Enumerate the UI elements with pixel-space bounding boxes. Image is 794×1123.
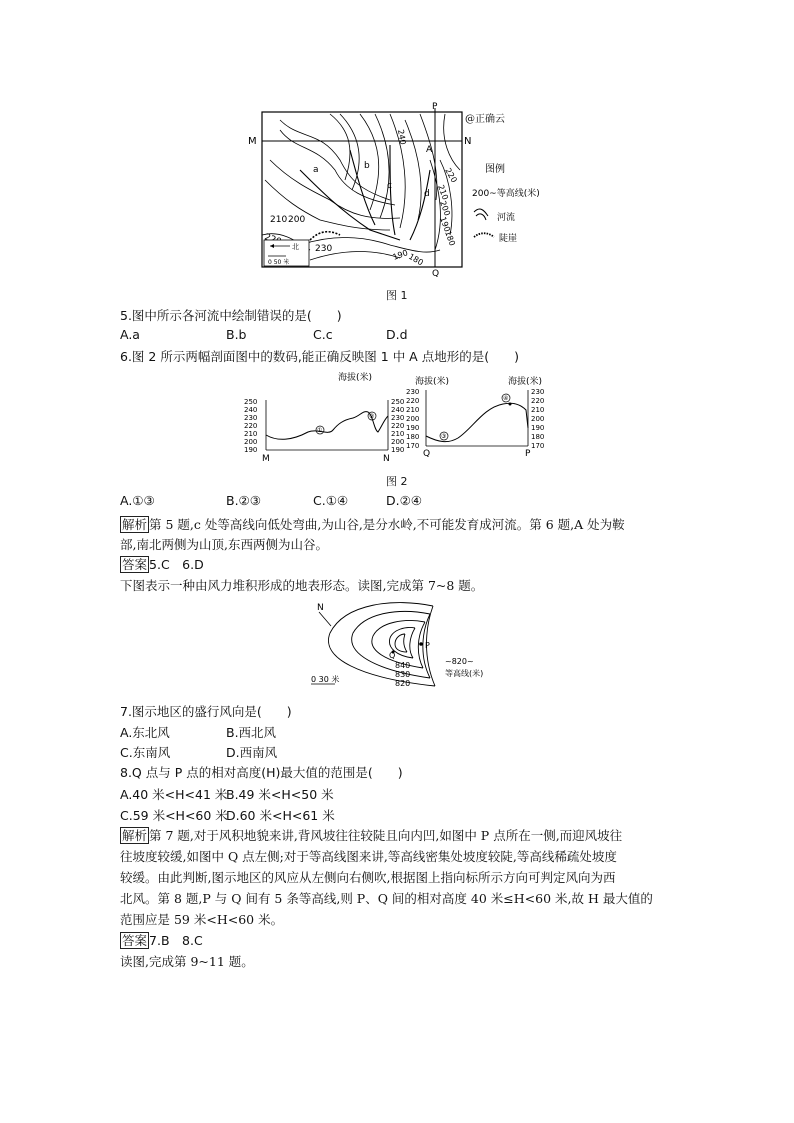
q7-option-d: D.西南风 [226,745,278,760]
label-A: A [426,145,433,155]
legend-river: 河流 [497,213,516,223]
svg-text:230: 230 [531,388,545,396]
svg-text:220: 220 [531,397,545,405]
analysis-2-line-2: 往坡度较缓,如图中 Q 点左侧;对于等高线图来讲,等高线密集处坡度较陡,等高线稀疏处坡度 [120,849,617,864]
svg-text:190: 190 [531,424,545,432]
north-label: 北 [292,243,299,251]
legend-cliff: 陡崖 [499,234,518,244]
figure-1 [240,100,540,280]
label-P: P [432,102,438,112]
contour-label: 210 [270,215,288,225]
q6-option-b: B.②③ [226,493,261,508]
svg-text:240: 240 [391,406,405,414]
label-a: a [313,165,319,175]
label-b: b [364,161,370,171]
label-c: c [387,181,392,191]
svg-text:①: ① [317,427,323,434]
contour-label: 230 [315,244,333,254]
svg-text:250: 250 [391,398,405,406]
svg-text:190: 190 [391,446,405,454]
svg-text:220: 220 [244,422,258,430]
question-8-stem: 8.Q 点与 P 点的相对高度(H)最大值的范围是( ) [120,765,403,780]
q7-option-c: C.东南风 [120,745,171,760]
contour-label: 180 [443,229,457,248]
q6-option-d: D.②④ [386,493,423,508]
contour-label: 200 [288,215,306,225]
watermark: @正确云 [465,114,505,125]
contour-label: 190 [391,248,410,262]
contour-label: 840 [395,661,411,670]
answer-1: 答案 5.C 6.D [122,557,204,572]
contour-label: 830 [395,670,411,679]
svg-text:220: 220 [406,397,420,405]
svg-text:170: 170 [406,442,420,450]
q8-option-d: D.60 米<H<61 米 [226,808,335,823]
river-legend-icon [474,209,488,216]
figure-2 [238,370,558,462]
svg-text:M: M [262,454,270,462]
answer-2: 答案 7.B 8.C [122,933,203,948]
answer-tag: 答案 [122,557,148,572]
svg-text:200: 200 [531,415,545,423]
analysis-2-line-1: 解析 第 7 题,对于风积地貌来讲,背风坡往往较陡且向内凹,如图中 P 点所在一侧,而迎风坡往 [122,828,623,843]
svg-text:海拔(米): 海拔(米) [508,377,543,387]
analysis-2-line-4: 北风。第 8 题,P 与 Q 间有 5 条等高线,则 P、Q 间的相对高度 40 米≤H<60 米,故 H 最大值的 [120,891,653,906]
contour-label: 200 [438,199,452,218]
q8-option-a: A.40 米<H<41 米 [120,787,228,802]
svg-text:②: ② [369,413,375,420]
svg-text:海拔(米): 海拔(米) [415,377,450,387]
label-N: N [464,136,472,147]
q5-option-c: C.c [313,327,333,342]
svg-text:210: 210 [406,406,420,414]
q7-option-b: B.西北风 [226,725,277,740]
svg-text:200: 200 [391,438,405,446]
svg-text:240: 240 [244,406,258,414]
north-label: N [317,603,324,613]
svg-text:230: 230 [406,388,420,396]
svg-text:N: N [383,454,390,462]
figure-3 [305,598,495,693]
contour-label: 180 [407,251,425,268]
svg-text:④: ④ [503,395,509,402]
answer-tag: 答案 [122,933,148,948]
svg-text:230: 230 [244,414,258,422]
svg-text:210: 210 [391,430,405,438]
svg-text:210: 210 [244,430,258,438]
intro-9-11: 读图,完成第 9~11 题。 [120,954,254,969]
north-arrow-icon [319,612,331,626]
question-7-stem: 7.图示地区的盛行风向是( ) [120,704,292,719]
svg-text:250: 250 [244,398,258,406]
contour-label: 820 [395,679,411,688]
label-Q: Q [432,269,440,279]
contour-label: 240 [396,128,408,146]
svg-text:Q: Q [423,449,431,459]
svg-text:180: 180 [531,433,545,441]
legend-contour-label: 等高线(米) [445,669,484,678]
q5-option-d: D.d [386,327,408,342]
svg-text:220: 220 [391,422,405,430]
q8-option-c: C.59 米<H<60 米 [120,808,228,823]
svg-text:180: 180 [406,433,420,441]
svg-text:200: 200 [406,415,420,423]
q7-option-a: A.东北风 [120,725,170,740]
analysis-1-line-1: 解析 第 5 题,c 处等高线向低处弯曲,为山谷,是分水岭,不可能发育成河流。第 6 题,A 处为鞍 [122,517,625,532]
question-6-stem: 6.图 2 所示两幅剖面图中的数码,能正确反映图 1 中 A 点地形的是( ) [120,349,519,364]
q6-option-c: C.①④ [313,493,349,508]
legend-contour: 200~等高线(米) [472,189,540,199]
profile-M-N [244,371,404,462]
analysis-2-line-5: 范围应是 59 米<H<60 米。 [120,912,284,927]
svg-text:200: 200 [244,438,258,446]
legend-title: 图例 [485,164,505,175]
profile-Q-P [406,375,544,459]
q5-option-b: B.b [226,327,247,342]
svg-text:170: 170 [531,442,545,450]
scale-label: 0 30 米 [311,675,340,684]
svg-text:P: P [525,449,531,459]
svg-text:③: ③ [441,433,447,440]
figure-2-caption: 图 2 [386,475,408,488]
svg-text:190: 190 [244,446,258,454]
label-d: d [424,189,430,199]
scale-label: 0 50 米 [268,259,290,266]
svg-text:230: 230 [391,414,405,422]
contour-label: 190 [438,215,452,234]
point-Q: Q [389,651,396,660]
figure-1-map [240,100,540,280]
legend-contour: ~820~ [445,657,474,666]
q5-option-a: A.a [120,327,140,342]
svg-text:210: 210 [531,406,545,414]
svg-text:190: 190 [406,424,420,432]
point-P: P [425,641,430,650]
analysis-2-line-3: 较缓。由此判断,图示地区的风应从左侧向右侧吹,根据图上指向标所示方向可判定风向为西 [120,870,616,885]
intro-7-8: 下图表示一种由风力堆积形成的地表形态。读图,完成第 7~8 题。 [120,578,484,593]
contour-label: 220 [443,166,459,185]
question-5-stem: 5.图中所示各河流中绘制错误的是( ) [120,308,342,323]
analysis-tag: 解析 [122,828,148,843]
q8-option-b: B.49 米<H<50 米 [226,787,334,802]
q6-option-a: A.①③ [120,493,155,508]
figure-1-caption: 图 1 [386,289,408,302]
analysis-tag: 解析 [122,517,148,532]
contour-label: 210 [436,183,450,202]
cliff-legend-icon [474,233,494,237]
label-M: M [248,136,257,147]
svg-text:海拔(米): 海拔(米) [338,373,373,383]
analysis-1-line-2: 部,南北两侧为山顶,东西两侧为山谷。 [120,537,328,552]
